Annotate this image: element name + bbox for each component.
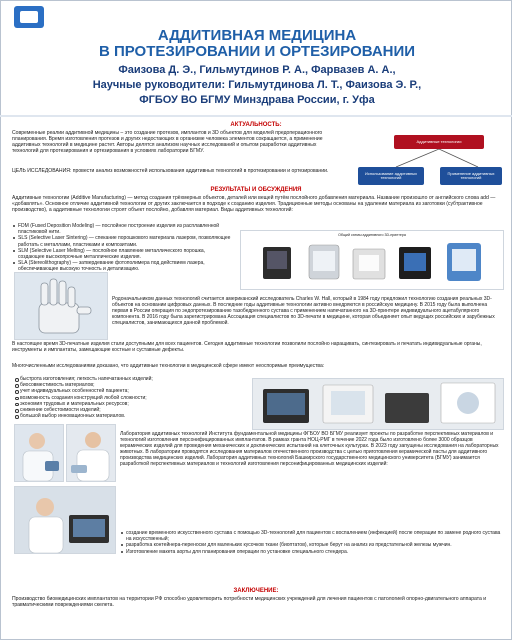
authors: Фаизова Д. Э., Гильмутдинов Р. А., Фарвазев А. А., bbox=[118, 64, 396, 76]
diagram-right-box bbox=[440, 167, 502, 185]
conclusion-text: Производство биомедицинских имплантатов на территории РФ способно удовлетворить потребности медицинских учреждений для лечения пациентов с патологией опорно-двигательного аппарата и травматическими повреждениями скелета. bbox=[12, 596, 487, 609]
advantage-item: быстрота изготовления; легкость напечатанных изделий; bbox=[14, 376, 244, 382]
researcher-illustration-2 bbox=[67, 425, 115, 481]
relevance-heading: АКТУАЛЬНОСТЬ: bbox=[230, 122, 282, 128]
printers-illustration bbox=[241, 237, 503, 289]
supervisors: Научные руководители: Гильмутдинова Л. Т., Фаизова Э. Р., bbox=[92, 79, 422, 91]
project-item: создание временного искусственного сустава с помощью 3D-технологий для пациентов с воспалением (инфекцией) после операции по замене родного сустава на искусственный; bbox=[120, 530, 502, 542]
advantage-item: возможность создания конструкций любой сложности; bbox=[14, 395, 244, 401]
researcher-illustration-1 bbox=[15, 425, 63, 481]
poster-header bbox=[14, 6, 500, 114]
prosthetic-hand-image bbox=[14, 272, 108, 340]
researcher-photo-1 bbox=[14, 424, 64, 482]
diagram-top-box bbox=[394, 135, 484, 149]
title-line-2: В ПРОТЕЗИРОВАНИИ И ОРТЕЗИРОВАНИИ bbox=[98, 43, 416, 60]
diagram-arrows bbox=[360, 149, 510, 169]
relevance-text: Современные реалии аддитивной медицины – это создание протезов, имплантов и 3D объектов для моделей предоперационного планирования. Время изготовления протезов и других недостающих в организме человека элементов сокращается, а применение аддитивных технологий в медицине растет. Авторы делятся анализом научных исследований и опытом разработки аддитивных технологий для протезирования и ортезирования в условиях лаборатории БГМУ. bbox=[12, 130, 323, 155]
header-divider bbox=[0, 115, 512, 117]
advantage-item: экономия трудовых и материальных ресурсов; bbox=[14, 401, 244, 407]
results-heading: РЕЗУЛЬТАТЫ И ОБСУЖДЕНИЯ bbox=[210, 187, 302, 193]
present-text: В настоящее время 3D-печатные изделия стали доступными для всех пациентов. Сегодня аддитивные технологии позволили послойно наращивать, синтезировать и печатать индивидуальные органы, инструменты и имплантаты, замещающие костные и суставные дефекты. bbox=[12, 341, 482, 353]
researcher-photo-2 bbox=[66, 424, 116, 482]
results-intro: Аддитивные технологии (Additive Manufacturing) — метод создания трёхмерных объектов, деталей или вещей путём послойного добавления материала. Название произошло от английского слова add — «добавлять». Основное отличие аддитивной технологии от других заключается в подходе к созданию изделия. Традиционные методы основаны на удалении материала из заготовки (субтрактивное производство), а аддитивные технологии строят объект послойно, добавляя материал. Виды аддитивных технологий: bbox=[12, 195, 496, 214]
am-type-item: SLS (Selective Laser Sintering) — спекание порошкового материала лазером, позволяющее работать с металлами, пластиками и композитами. bbox=[12, 235, 232, 247]
organization: ФГБОУ ВО БГМУ Минздрава России, г. Уфа bbox=[139, 94, 375, 106]
advantages-list bbox=[14, 376, 244, 419]
advantages-intro: Многочисленными исследованиями доказано, что аддитивные технологии в медицинской сфере имеют неоспоримые преимущества: bbox=[12, 363, 325, 369]
project-item: разработка контейнера-переноски для маленьких кусочков ткани (биоптатов), которые берут на анализ из предстательной железы мужчин. bbox=[120, 542, 502, 548]
conclusion-heading: ЗАКЛЮЧЕНИЕ: bbox=[233, 588, 279, 594]
advantage-item: большой выбор инновационных материалов. bbox=[14, 413, 244, 419]
projects-list bbox=[120, 530, 502, 555]
diagram-top-label: Аддитивные технологии bbox=[416, 139, 462, 144]
research-goal: ЦЕЛЬ ИССЛЕДОВАНИЯ: провести анализ возможностей использования аддитивных технологий в протезировании и ортезировании. bbox=[12, 168, 329, 174]
history-text: Родоначальником данных технологий считается американский исследователь Charles W. Hall, который в 1984 году предложил технологию создания реальных 3D-объектов на основании цифровых данных. В последние годы аддитивные технологии активно внедряются в российскую медицину. В 2015 году была выполнена первая в России операция по эндопротезированию тазобедренного сустава с применением напечатанного на 3D-принтере индивидуального ацетабулярного компонента. В 2016 году была зарегистрирована Ассоциация специалистов по 3D-печати в медицине, которая объединяет опыт ведущих российских и зарубежных специалистов, занимающихся данной проблемой. bbox=[112, 296, 495, 326]
title-line-1: АДДИТИВНАЯ МЕДИЦИНА bbox=[157, 27, 357, 44]
diagram-left-box bbox=[358, 167, 424, 185]
university-logo bbox=[14, 6, 44, 28]
advantage-item: биосовместимость материалов; bbox=[14, 382, 244, 388]
am-type-item: FDM (Fused Deposition Modeling) — послойное построение изделия из расплавленной пластиковой нити. bbox=[12, 223, 232, 235]
lab-equipment-illustration bbox=[253, 379, 503, 429]
project-item: Изготовление макета аорты для планирования операции по установке специального стендера. bbox=[120, 549, 502, 555]
diagram-right-label: Применение аддитивных технологий bbox=[447, 171, 495, 180]
advantage-item: снижение себестоимости изделий; bbox=[14, 407, 244, 413]
printers-caption: Общий схемы аддитивного 3D-принтера bbox=[338, 233, 406, 237]
diagram-left-label: Использование аддитивных технологий bbox=[364, 171, 418, 180]
lab-text: Лаборатория аддитивных технологий Института фундаментальной медицины ФГБОУ ВО БГМУ реализует проекты по разработке перспективных материалов и технологий изготовления персонифицированных имплантатов. В рамках гранта НОЦ-РМГ в течение 2022 года было изготовлено более 3000 образцов керамических изделий для проведения механических и доклинических испытаний на клеточных культурах. В 2023 году запущены исследования на лабораторных животных. В лаборатории проводятся исследования материалов отечественного производства с целью приготовления керамической пасты для аддитивного производства медицинских изделий. Лаборатория аддитивных технологий Башкирского государственного медицинского университета (БГМУ) занимается разработкой перспективных материалов и технологий изготовления персонифицированных медицинских изделий: bbox=[120, 431, 499, 467]
printers-image bbox=[240, 230, 504, 290]
am-type-item: SLA (Stereolithography) — затвердевание фотополимера под действием лазера, обеспечивающее высокую точность и детализацию. bbox=[12, 260, 232, 272]
prosthetic-hand-illustration bbox=[15, 273, 107, 339]
lab-equipment-photo bbox=[252, 378, 504, 430]
advantage-item: учет индивидуальных особенностей пациента; bbox=[14, 388, 244, 394]
lab-work-illustration bbox=[15, 487, 115, 553]
am-types-list bbox=[12, 223, 232, 273]
am-type-item: SLM (Selective Laser Melting) — послойное плавление металлического порошка, создающее высокопрочные металлические изделия. bbox=[12, 248, 232, 260]
lab-work-photo bbox=[14, 486, 116, 554]
